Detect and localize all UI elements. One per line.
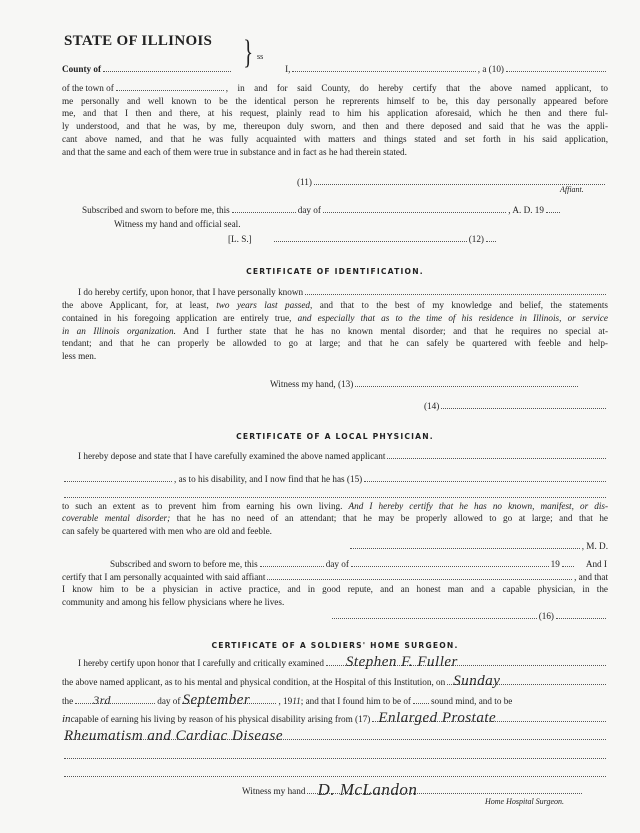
- md-label: , M. D.: [581, 541, 608, 551]
- text-line: tendant; and that he can properly be allowded to go at large; and that he can safely be quartered with feeble and help-: [62, 338, 608, 348]
- field-number-11: (11): [297, 177, 312, 187]
- field-number-12: (12): [468, 234, 484, 244]
- text-line: sound mind, and to be: [430, 696, 513, 706]
- cause-field-cont-3[interactable]: [64, 768, 606, 777]
- text-line: ; and that I found him to be of: [300, 696, 411, 706]
- i-label: I,: [285, 64, 291, 74]
- handwritten-day: 3rd: [93, 693, 111, 707]
- subscribed-label: Subscribed and sworn to before me, this: [110, 559, 258, 569]
- text-line: and that the same and each of them were true in substance and in fact as he had therein stated.: [62, 147, 407, 157]
- text-line: the above named applicant, as to his mental and physical condition, at the Hospital of this Institution, on: [62, 677, 446, 687]
- a10-label: , a (10): [477, 64, 504, 74]
- cause-field-cont[interactable]: [64, 728, 606, 744]
- ad-year-label: , A. D. 19: [508, 205, 544, 215]
- physician-signature-field[interactable]: [350, 540, 580, 549]
- witness-seal-label: Witness my hand and official seal.: [114, 219, 241, 229]
- text-line: And I: [585, 559, 607, 569]
- seal-label: [L. S.]: [228, 234, 252, 244]
- month-field[interactable]: [351, 558, 549, 567]
- field-16-signature[interactable]: [332, 610, 537, 619]
- affiant-label: Affiant.: [560, 185, 584, 194]
- month-field[interactable]: [182, 692, 276, 708]
- weekday-field[interactable]: [447, 673, 606, 689]
- handwritten-cause-1: Enlarged Prostate: [378, 710, 497, 726]
- witness-label: Witness my hand: [242, 786, 306, 796]
- text-line: cant above named, and that he was fully acquainted with matters and things stated and set forth in his said application,: [62, 134, 608, 144]
- surgeon-heading: CERTIFICATE OF A SOLDIERS' HOME SURGEON.: [211, 641, 459, 650]
- handwritten-applicant-name: Stephen F. Fuller: [345, 654, 458, 670]
- cause-field-17[interactable]: [372, 710, 606, 726]
- text-line: , as to his disability, and I now find that he has (15): [174, 474, 363, 484]
- text-line: the above Applicant, for, at least, two years last passed, and that to the best of my knowledge and belief, the statements: [62, 300, 608, 310]
- town-field[interactable]: [116, 82, 224, 91]
- field-number-16: (16): [538, 611, 554, 621]
- examined-name-field[interactable]: [326, 654, 606, 670]
- subscribed-label: Subscribed and sworn to before me, this: [82, 205, 230, 215]
- disability-field-cont[interactable]: [64, 489, 606, 498]
- text-line: ly understood, and that he was, by me, thereupon duly sworn, and then and there deposed and said that he was the appli-: [62, 121, 608, 131]
- handwritten-cause-2: Rheumatism and Cardiac Disease: [64, 728, 284, 744]
- county-field[interactable]: [103, 63, 231, 72]
- text-line: I do hereby certify, upon honor, that I have personally known: [78, 287, 304, 297]
- field-number-14: (14): [424, 401, 440, 411]
- disability-field-15[interactable]: [364, 473, 606, 482]
- brace-glyph: }: [243, 34, 254, 71]
- text-line: , and that: [574, 572, 608, 582]
- text-line: community and among his fellow physicians where he lives.: [62, 597, 285, 607]
- handwritten-weekday: Sunday: [453, 673, 501, 689]
- day-of-label: day of: [297, 205, 321, 215]
- ss-label: ss: [257, 52, 264, 61]
- surgeon-signature-field[interactable]: [307, 780, 582, 799]
- text-line: I know him to be a physician in active practice, and in good repute, and an honest man and a capable physician, in the: [62, 584, 608, 594]
- text-line: me, and that I then and there, at his request, plainly read to him his application aforesaid, which he then and there ful-: [62, 108, 608, 118]
- text-line: to such an extent as to prevent him from earning his own living. And I hereby certify that he has no known, manifest, or dis-: [62, 501, 609, 511]
- known-name-field[interactable]: [305, 286, 606, 295]
- text-line: coverable mental disorder; that he has no need of an attendant; that he may be properly allowed to go at large; and that he: [62, 513, 608, 523]
- text-line: in an Illinois organization. And I further state that he has no known mental disorder; and that he requires no special at-: [62, 326, 608, 336]
- text-line: the: [62, 696, 74, 706]
- title-field-10[interactable]: [506, 63, 606, 72]
- applicant-field[interactable]: [387, 450, 606, 459]
- day-of-label: day of: [325, 559, 349, 569]
- examination-field[interactable]: [64, 473, 172, 482]
- text-line: I hereby certify upon honor that I carefully and critically examined: [78, 658, 324, 668]
- county-label: County of: [62, 64, 102, 74]
- text-line: contained in his foregoing application are entirely true, and especially that as to the time of his residence in Illinois, or service: [62, 313, 608, 323]
- year-field[interactable]: [546, 204, 560, 213]
- handwritten-signature: D. McLandon: [317, 780, 418, 799]
- identification-heading: CERTIFICATE OF IDENTIFICATION.: [246, 267, 424, 276]
- handwritten-prefix: in: [62, 713, 71, 725]
- month-field[interactable]: [323, 204, 506, 213]
- name-field[interactable]: [292, 63, 475, 72]
- day-of-label: day of: [157, 696, 181, 706]
- field-16[interactable]: [556, 610, 606, 619]
- soundness-field[interactable]: [413, 695, 429, 704]
- year-label: 19: [550, 559, 560, 569]
- official-signature-field[interactable]: [274, 233, 467, 242]
- text-line: capable of earning his living by reason of his physical disability arising from (17): [70, 714, 371, 724]
- field-14[interactable]: [441, 400, 606, 409]
- text-line: I hereby depose and state that I have carefully examined the above named applicant: [78, 451, 386, 461]
- witness-13-label: Witness my hand, (13): [270, 379, 354, 389]
- handwritten-year: 11: [292, 696, 301, 706]
- text-line: less men.: [62, 351, 97, 361]
- day-field[interactable]: [75, 693, 155, 707]
- affiant-name-field[interactable]: [267, 571, 572, 580]
- text-line: certify that I am personally acquainted with said affiant: [62, 572, 266, 582]
- text-line: me personally and well known to be the identical person he reprerents himself to be, this day personally appeared before: [62, 96, 608, 106]
- witness-13-field[interactable]: [355, 378, 578, 387]
- day-field[interactable]: [232, 204, 296, 213]
- town-label: of the town of: [62, 83, 114, 93]
- handwritten-month: September: [182, 692, 251, 708]
- dotted-leader: [486, 233, 496, 242]
- surgeon-role-label: Home Hospital Surgeon.: [485, 797, 565, 806]
- text-line: can safely be quartered with men who are old and feeble.: [62, 526, 272, 536]
- cause-field-cont-2[interactable]: [64, 750, 606, 759]
- year-label: , 19: [278, 696, 293, 706]
- year-field[interactable]: [562, 558, 574, 567]
- state-title: STATE OF ILLINOIS: [64, 33, 213, 49]
- day-field[interactable]: [260, 558, 324, 567]
- local-physician-heading: CERTIFICATE OF A LOCAL PHYSICIAN.: [236, 432, 434, 441]
- text-line: , in and for said County, do hereby certify that the above named applicant, to: [225, 83, 608, 93]
